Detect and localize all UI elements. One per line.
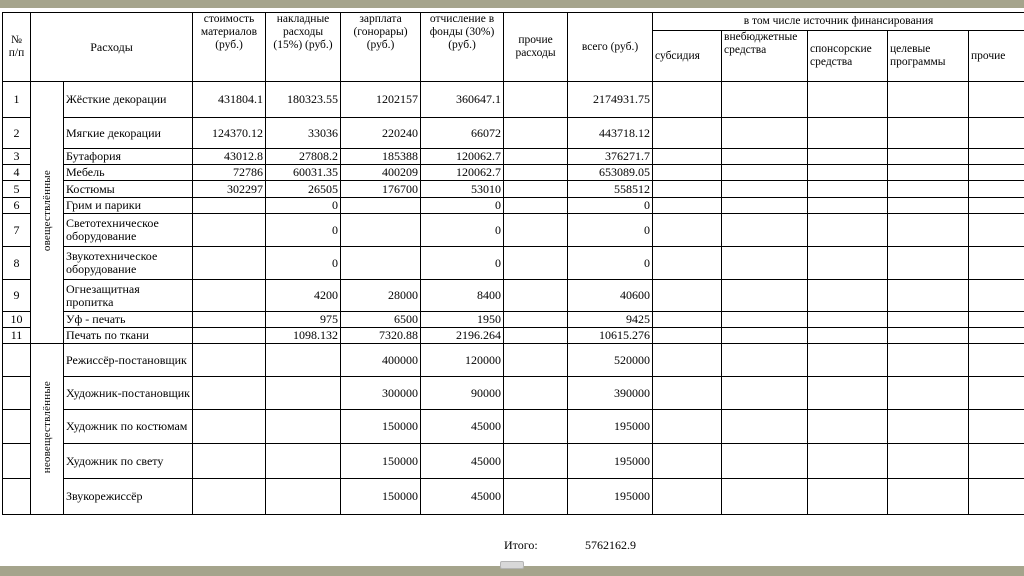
row-funding-target — [888, 410, 969, 444]
row-num: 6 — [3, 198, 31, 214]
row-fund: 45000 — [421, 410, 504, 444]
row-overhead: 1098.132 — [266, 328, 341, 344]
row-num — [3, 479, 31, 515]
row-material — [193, 344, 266, 377]
row-overhead — [266, 479, 341, 515]
grand-total-value: 5762162.9 — [585, 538, 636, 552]
row-num: 11 — [3, 328, 31, 344]
row-funding-target — [888, 377, 969, 410]
row-name: Звукорежиссёр — [64, 479, 193, 515]
row-name: Художник по костюмам — [64, 410, 193, 444]
row-other — [504, 312, 568, 328]
row-total: 0 — [568, 214, 653, 247]
row-num: 3 — [3, 149, 31, 165]
row-name: Художник-постановщик — [64, 377, 193, 410]
row-funding-sponsor — [808, 165, 888, 181]
row-funding-sponsor — [808, 118, 888, 149]
row-total: 40600 — [568, 280, 653, 312]
row-funding-target — [888, 181, 969, 198]
row-overhead: 33036 — [266, 118, 341, 149]
row-overhead — [266, 377, 341, 410]
header-overhead: накладные расходы (15%) (руб.) — [266, 13, 341, 82]
row-fund: 90000 — [421, 377, 504, 410]
row-other — [504, 214, 568, 247]
row-material — [193, 444, 266, 479]
row-fund: 45000 — [421, 444, 504, 479]
row-num: 4 — [3, 165, 31, 181]
row-funding-other — [969, 328, 1024, 344]
row-total: 376271.7 — [568, 149, 653, 165]
row-overhead — [266, 444, 341, 479]
row-fund: 1950 — [421, 312, 504, 328]
table-row — [3, 479, 1024, 515]
row-overhead: 60031.35 — [266, 165, 341, 181]
row-salary: 150000 — [341, 444, 421, 479]
table-row — [3, 328, 1024, 344]
table-row — [3, 214, 1024, 247]
table-row — [3, 118, 1024, 149]
row-overhead: 0 — [266, 247, 341, 280]
row-salary: 7320.88 — [341, 328, 421, 344]
row-funding-sponsor — [808, 280, 888, 312]
table-row — [3, 82, 1024, 118]
row-num: 7 — [3, 214, 31, 247]
row-other — [504, 82, 568, 118]
row-fund: 120000 — [421, 344, 504, 377]
row-funding-sponsor — [808, 198, 888, 214]
row-funding-subsidy — [653, 165, 722, 181]
row-funding-subsidy — [653, 181, 722, 198]
row-fund: 120062.7 — [421, 165, 504, 181]
header-num: № п/п — [3, 13, 31, 82]
row-funding-offbudget — [722, 214, 808, 247]
row-funding-sponsor — [808, 444, 888, 479]
row-funding-other — [969, 214, 1024, 247]
row-salary — [341, 247, 421, 280]
row-name: Светотехническое оборудование — [64, 214, 193, 247]
row-material: 431804.1 — [193, 82, 266, 118]
row-funding-subsidy — [653, 214, 722, 247]
row-fund: 0 — [421, 198, 504, 214]
row-other — [504, 280, 568, 312]
row-funding-subsidy — [653, 328, 722, 344]
row-fund: 2196.264 — [421, 328, 504, 344]
row-overhead: 26505 — [266, 181, 341, 198]
header-material: стоимость материалов (руб.) — [193, 13, 266, 82]
row-name: Огнезащитная пропитка — [64, 280, 193, 312]
table-row — [3, 198, 1024, 214]
header-funding-subsidy: субсидия — [653, 31, 722, 82]
row-funding-other — [969, 118, 1024, 149]
row-material — [193, 198, 266, 214]
group-nonmaterial-label — [31, 344, 64, 515]
row-funding-other — [969, 444, 1024, 479]
header-total: всего (руб.) — [568, 13, 653, 82]
row-overhead: 180323.55 — [266, 82, 341, 118]
row-other — [504, 344, 568, 377]
row-other — [504, 377, 568, 410]
row-funding-offbudget — [722, 312, 808, 328]
row-salary: 185388 — [341, 149, 421, 165]
row-salary: 1202157 — [341, 82, 421, 118]
row-name: Грим и парики — [64, 198, 193, 214]
row-other — [504, 181, 568, 198]
row-funding-target — [888, 247, 969, 280]
row-funding-subsidy — [653, 82, 722, 118]
row-name: Уф - печать — [64, 312, 193, 328]
row-overhead: 975 — [266, 312, 341, 328]
row-num — [3, 344, 31, 377]
row-funding-other — [969, 479, 1024, 515]
row-fund: 8400 — [421, 280, 504, 312]
row-salary: 150000 — [341, 410, 421, 444]
row-funding-sponsor — [808, 247, 888, 280]
row-name: Мягкие декорации — [64, 118, 193, 149]
header-salary: зарплата (гонорары) (руб.) — [341, 13, 421, 82]
row-num: 2 — [3, 118, 31, 149]
row-material — [193, 280, 266, 312]
row-funding-offbudget — [722, 181, 808, 198]
row-funding-other — [969, 410, 1024, 444]
row-other — [504, 444, 568, 479]
row-name: Мебель — [64, 165, 193, 181]
row-material — [193, 247, 266, 280]
row-total: 2174931.75 — [568, 82, 653, 118]
row-material — [193, 377, 266, 410]
row-salary: 300000 — [341, 377, 421, 410]
row-salary: 400209 — [341, 165, 421, 181]
header-fund: отчисление в фонды (30%) (руб.) — [421, 13, 504, 82]
row-funding-other — [969, 149, 1024, 165]
row-material — [193, 328, 266, 344]
row-funding-target — [888, 344, 969, 377]
row-funding-other — [969, 181, 1024, 198]
row-funding-offbudget — [722, 328, 808, 344]
row-salary: 6500 — [341, 312, 421, 328]
row-fund: 0 — [421, 214, 504, 247]
row-total: 520000 — [568, 344, 653, 377]
row-funding-target — [888, 328, 969, 344]
row-funding-other — [969, 198, 1024, 214]
expenses-table — [2, 12, 1024, 515]
row-funding-sponsor — [808, 149, 888, 165]
row-salary: 28000 — [341, 280, 421, 312]
row-material — [193, 479, 266, 515]
table-row — [3, 410, 1024, 444]
row-material: 124370.12 — [193, 118, 266, 149]
row-funding-target — [888, 198, 969, 214]
table-row — [3, 181, 1024, 198]
table-row — [3, 165, 1024, 181]
row-funding-offbudget — [722, 82, 808, 118]
row-material — [193, 214, 266, 247]
row-total: 195000 — [568, 444, 653, 479]
row-num: 10 — [3, 312, 31, 328]
row-funding-sponsor — [808, 410, 888, 444]
row-funding-sponsor — [808, 214, 888, 247]
row-total: 443718.12 — [568, 118, 653, 149]
row-num: 8 — [3, 247, 31, 280]
row-total: 10615.276 — [568, 328, 653, 344]
row-funding-other — [969, 247, 1024, 280]
row-funding-offbudget — [722, 444, 808, 479]
table-row — [3, 247, 1024, 280]
row-other — [504, 198, 568, 214]
row-funding-other — [969, 312, 1024, 328]
row-funding-offbudget — [722, 149, 808, 165]
row-funding-subsidy — [653, 444, 722, 479]
row-name: Костюмы — [64, 181, 193, 198]
row-name: Печать по ткани — [64, 328, 193, 344]
row-overhead — [266, 344, 341, 377]
header-expenses: Расходы — [31, 13, 193, 82]
row-num — [3, 444, 31, 479]
row-total: 558512 — [568, 181, 653, 198]
row-other — [504, 118, 568, 149]
top-frame-bar — [0, 0, 1024, 8]
row-funding-offbudget — [722, 247, 808, 280]
row-funding-sponsor — [808, 181, 888, 198]
group-nonmaterial-text: неовеществлённые — [40, 381, 53, 474]
row-name: Художник по свету — [64, 444, 193, 479]
row-other — [504, 165, 568, 181]
row-overhead — [266, 410, 341, 444]
row-funding-subsidy — [653, 118, 722, 149]
row-funding-other — [969, 82, 1024, 118]
header-funding-offbudget: внебюджетные средства — [722, 31, 808, 82]
row-total: 9425 — [568, 312, 653, 328]
row-funding-other — [969, 344, 1024, 377]
row-num: 1 — [3, 82, 31, 118]
row-name: Жёсткие декорации — [64, 82, 193, 118]
row-funding-offbudget — [722, 280, 808, 312]
row-funding-target — [888, 165, 969, 181]
slide-nav-handle[interactable] — [500, 561, 524, 569]
row-material — [193, 312, 266, 328]
row-name: Режиссёр-постановщик — [64, 344, 193, 377]
row-funding-subsidy — [653, 377, 722, 410]
row-funding-sponsor — [808, 479, 888, 515]
header-funding-sponsor: спонсорские средства — [808, 31, 888, 82]
row-overhead: 27808.2 — [266, 149, 341, 165]
row-funding-offbudget — [722, 165, 808, 181]
row-funding-subsidy — [653, 479, 722, 515]
table-row — [3, 344, 1024, 377]
row-overhead: 0 — [266, 214, 341, 247]
row-funding-target — [888, 312, 969, 328]
group-material-text: овеществлённые — [40, 170, 53, 252]
table-row — [3, 312, 1024, 328]
row-funding-target — [888, 444, 969, 479]
row-funding-offbudget — [722, 479, 808, 515]
row-fund: 120062.7 — [421, 149, 504, 165]
row-total: 195000 — [568, 479, 653, 515]
row-funding-sponsor — [808, 82, 888, 118]
row-funding-offbudget — [722, 344, 808, 377]
row-funding-subsidy — [653, 344, 722, 377]
table-row — [3, 444, 1024, 479]
header-row-1 — [3, 13, 1024, 31]
header-funding-group: в том числе источник финансирования — [653, 13, 1024, 31]
row-fund: 53010 — [421, 181, 504, 198]
row-other — [504, 247, 568, 280]
group-material-label — [31, 82, 64, 344]
row-overhead: 0 — [266, 198, 341, 214]
row-num: 9 — [3, 280, 31, 312]
row-num — [3, 377, 31, 410]
row-fund: 66072 — [421, 118, 504, 149]
row-material: 302297 — [193, 181, 266, 198]
row-funding-other — [969, 165, 1024, 181]
row-funding-subsidy — [653, 198, 722, 214]
row-funding-subsidy — [653, 280, 722, 312]
row-other — [504, 149, 568, 165]
row-num — [3, 410, 31, 444]
grand-total-label: Итого: — [504, 538, 538, 552]
row-salary — [341, 198, 421, 214]
row-funding-offbudget — [722, 118, 808, 149]
row-fund: 360647.1 — [421, 82, 504, 118]
row-name: Звукотехническое оборудование — [64, 247, 193, 280]
row-fund: 0 — [421, 247, 504, 280]
row-funding-sponsor — [808, 312, 888, 328]
row-funding-sponsor — [808, 344, 888, 377]
row-other — [504, 328, 568, 344]
row-fund: 45000 — [421, 479, 504, 515]
row-funding-target — [888, 118, 969, 149]
row-salary: 220240 — [341, 118, 421, 149]
row-funding-sponsor — [808, 328, 888, 344]
row-funding-offbudget — [722, 410, 808, 444]
row-funding-other — [969, 377, 1024, 410]
header-funding-other: прочие — [969, 31, 1024, 82]
row-salary: 176700 — [341, 181, 421, 198]
row-salary: 150000 — [341, 479, 421, 515]
row-salary — [341, 214, 421, 247]
row-total: 0 — [568, 198, 653, 214]
table-row — [3, 149, 1024, 165]
row-total: 390000 — [568, 377, 653, 410]
row-funding-offbudget — [722, 198, 808, 214]
row-funding-sponsor — [808, 377, 888, 410]
header-other: прочие расходы — [504, 13, 568, 82]
row-funding-subsidy — [653, 149, 722, 165]
row-funding-subsidy — [653, 410, 722, 444]
row-funding-target — [888, 280, 969, 312]
row-salary: 400000 — [341, 344, 421, 377]
row-other — [504, 410, 568, 444]
row-funding-target — [888, 149, 969, 165]
row-total: 0 — [568, 247, 653, 280]
row-material — [193, 410, 266, 444]
row-funding-target — [888, 479, 969, 515]
header-funding-target: целевые программы — [888, 31, 969, 82]
row-funding-subsidy — [653, 247, 722, 280]
row-other — [504, 479, 568, 515]
row-name: Бутафория — [64, 149, 193, 165]
row-num: 5 — [3, 181, 31, 198]
row-total: 653089.05 — [568, 165, 653, 181]
row-funding-other — [969, 280, 1024, 312]
table-row — [3, 377, 1024, 410]
row-overhead: 4200 — [266, 280, 341, 312]
row-total: 195000 — [568, 410, 653, 444]
row-funding-target — [888, 82, 969, 118]
row-material: 43012.8 — [193, 149, 266, 165]
table-row — [3, 280, 1024, 312]
row-material: 72786 — [193, 165, 266, 181]
row-funding-subsidy — [653, 312, 722, 328]
row-funding-target — [888, 214, 969, 247]
row-funding-offbudget — [722, 377, 808, 410]
